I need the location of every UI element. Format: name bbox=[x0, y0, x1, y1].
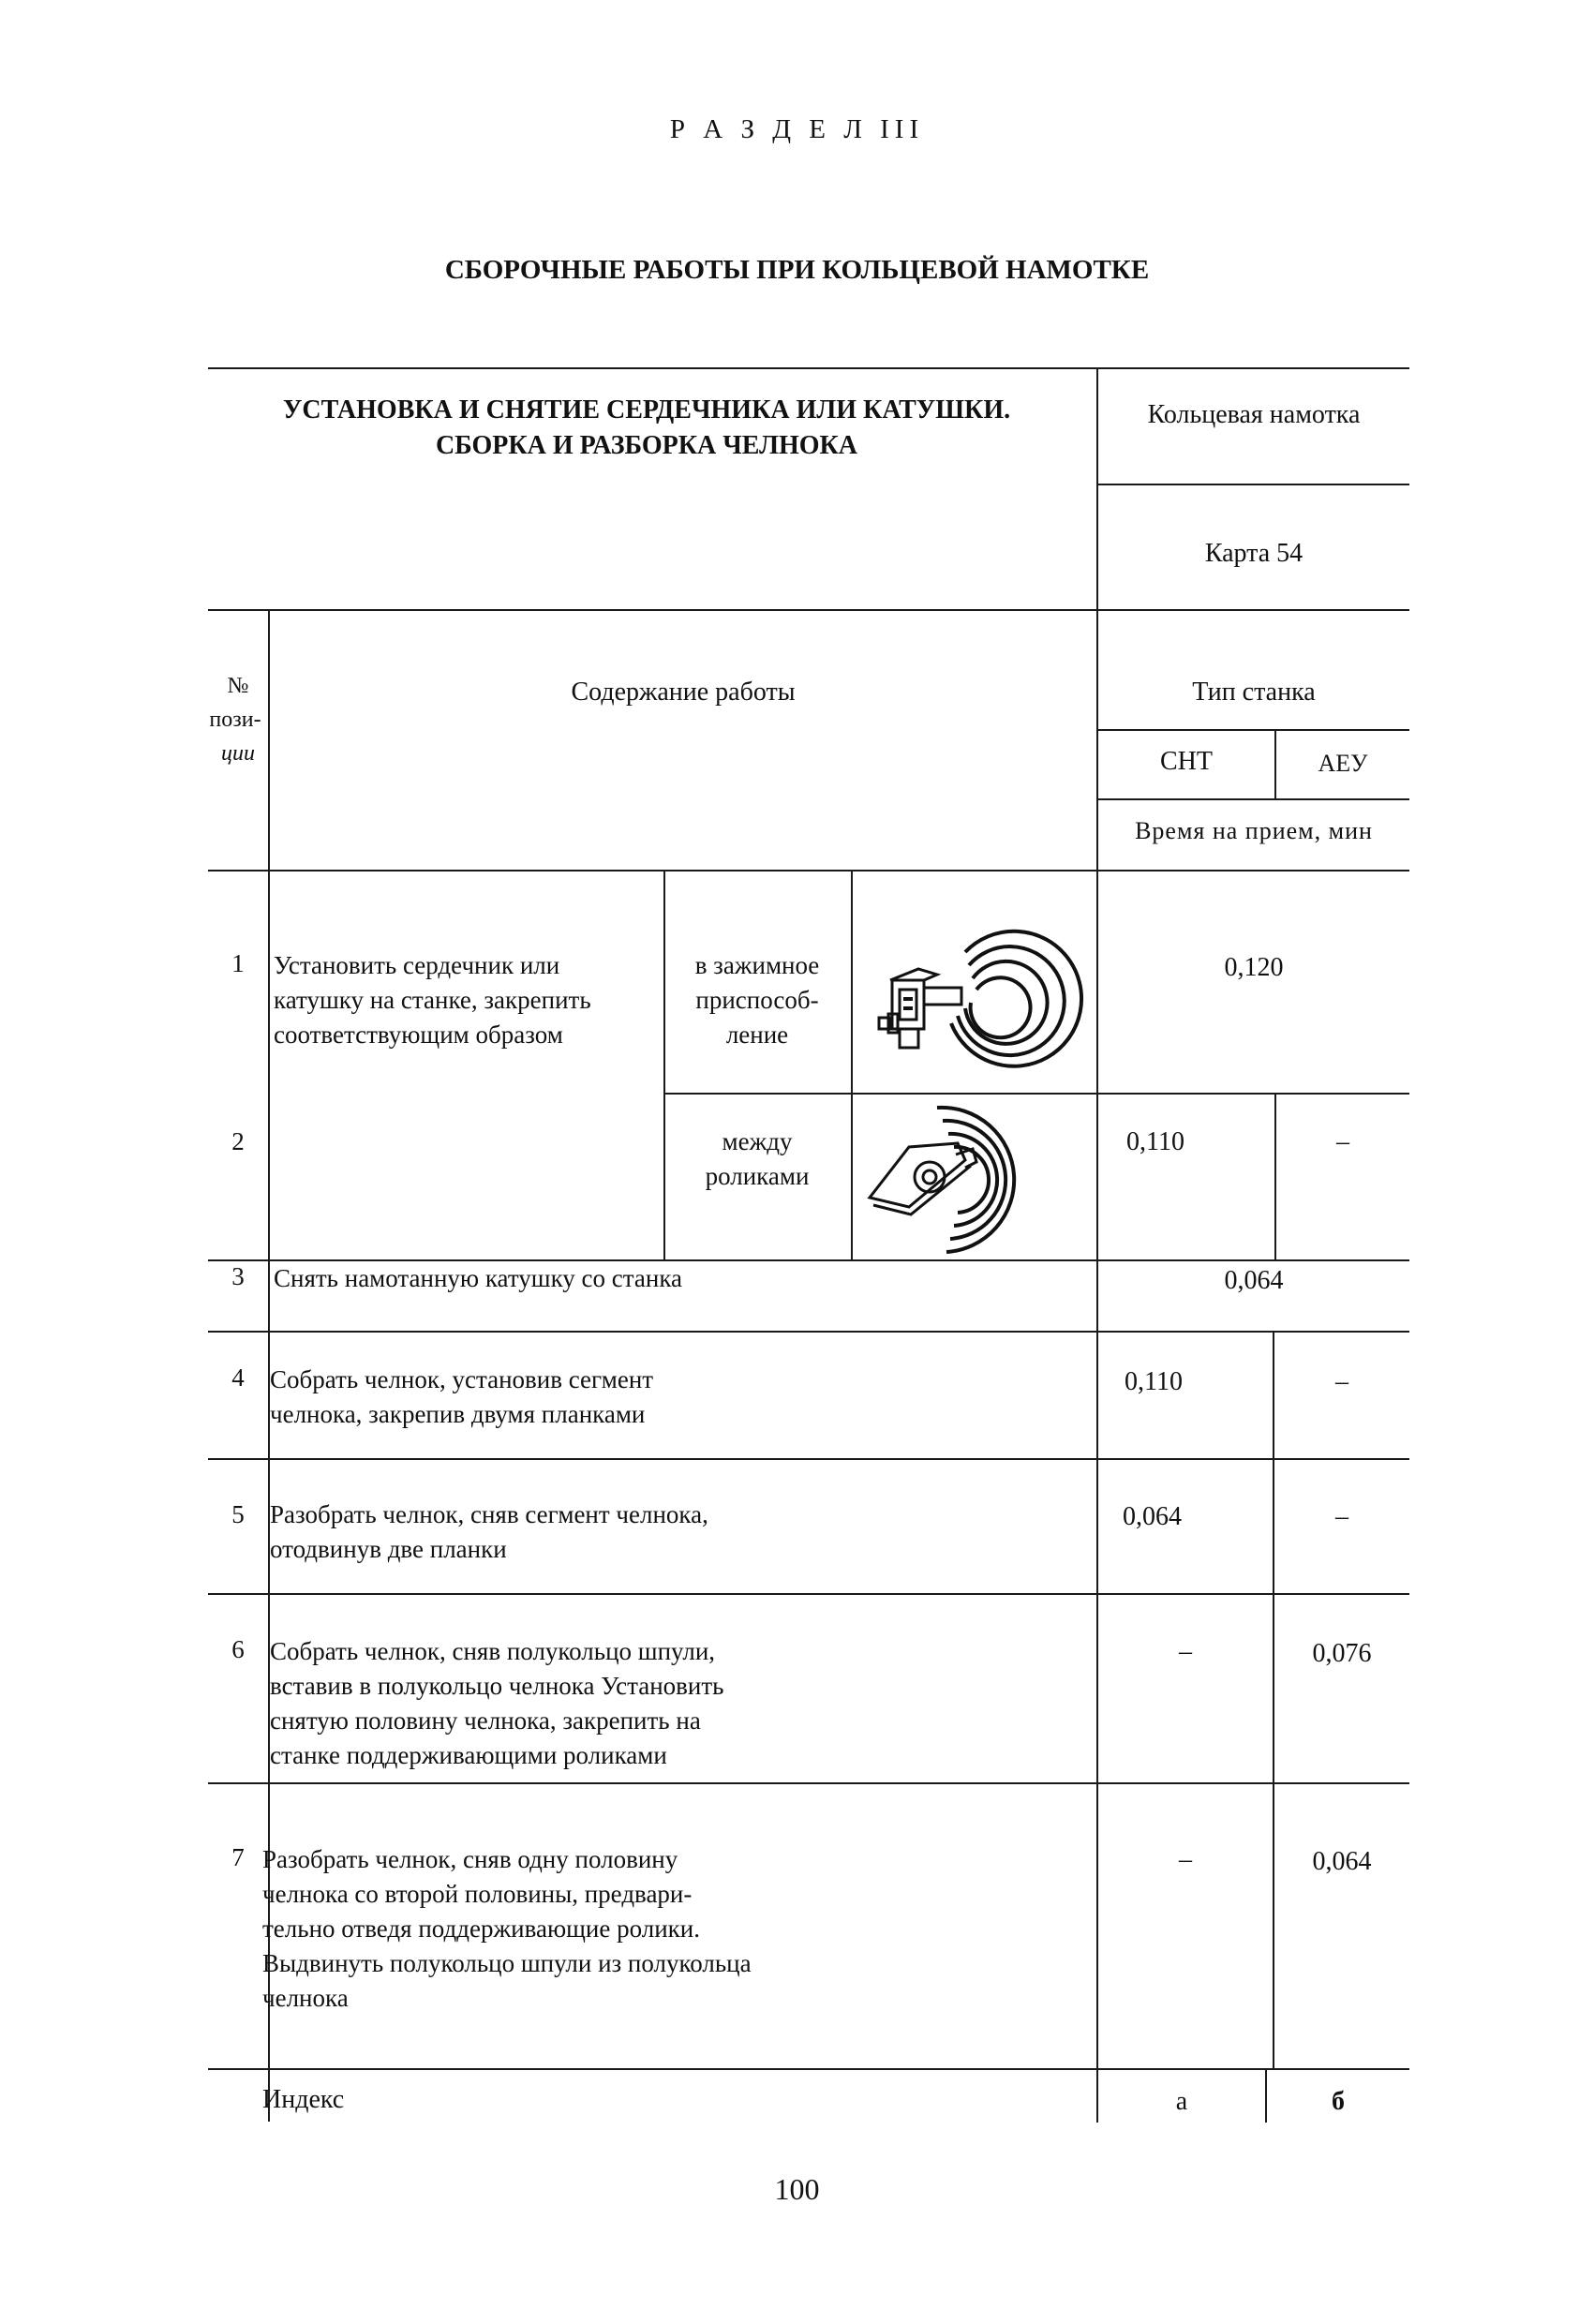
row2-num: 2 bbox=[231, 1127, 245, 1155]
row4-num: 4 bbox=[231, 1363, 245, 1392]
card-title-line1: УСТАНОВКА И СНЯТИЕ СЕРДЕЧНИКА ИЛИ КАТУШКИ. bbox=[282, 395, 1011, 425]
col-machine-b: АЕУ bbox=[1318, 750, 1368, 777]
col-time: Время на прием, мин bbox=[1135, 817, 1373, 844]
clamp-fixture-icon bbox=[862, 918, 1087, 1087]
row5-num: 5 bbox=[231, 1500, 245, 1528]
row2-sub-l2: роликами bbox=[705, 1162, 810, 1190]
row7-text-l5: челнока bbox=[262, 1984, 349, 2012]
row7-text-l4: Выдвинуть полукольцо шпули из полукольца bbox=[262, 1949, 752, 1977]
row7-time-a: – bbox=[1179, 1845, 1192, 1874]
row4-text-l1: Собрать челнок, установив сегмент bbox=[270, 1365, 654, 1393]
row6-time-b: 0,076 bbox=[1312, 1639, 1372, 1668]
col-position-line2: пози- bbox=[209, 708, 261, 732]
section-heading: Р А З Д Е Л III bbox=[669, 114, 925, 144]
row1-time: 0,120 bbox=[1224, 953, 1284, 982]
row2-sub-l1: между bbox=[722, 1127, 793, 1155]
row1-sub-l3: ление bbox=[725, 1020, 789, 1049]
row6-time-a: – bbox=[1179, 1637, 1192, 1666]
row6-num: 6 bbox=[231, 1635, 245, 1663]
row4-time-a: 0,110 bbox=[1125, 1367, 1183, 1396]
row7-text-l2: челнока со второй половины, предвари- bbox=[262, 1880, 693, 1908]
row7-time-b: 0,064 bbox=[1312, 1847, 1372, 1876]
col-position-line3: ции bbox=[221, 741, 255, 766]
row1-text-l1: Установить сердечник или bbox=[274, 951, 560, 979]
row5-text-l2: отодвинув две планки bbox=[270, 1535, 507, 1563]
col-content: Содержание работы bbox=[571, 678, 796, 707]
row2-time-b: – bbox=[1336, 1127, 1349, 1156]
row7-text-l3: тельно отведя поддерживающие ролики. bbox=[262, 1914, 700, 1943]
index-b: б bbox=[1332, 2087, 1345, 2116]
row4-time-b: – bbox=[1335, 1367, 1348, 1396]
page-number: 100 bbox=[774, 2172, 820, 2206]
row7-num: 7 bbox=[231, 1843, 245, 1871]
row1-text-l3: соответствующим образом bbox=[274, 1020, 563, 1049]
row5-time-b: – bbox=[1335, 1502, 1348, 1531]
winding-type: Кольцевая намотка bbox=[1147, 400, 1361, 429]
row7-text-l1: Разобрать челнок, сняв одну половину bbox=[262, 1845, 678, 1873]
roller-fixture-icon bbox=[853, 1095, 1087, 1261]
row1-sub-l1: в зажимное bbox=[694, 951, 820, 979]
row6-text-l3: снятую половину челнока, закрепить на bbox=[270, 1706, 701, 1735]
col-machine-type: Тип станка bbox=[1192, 678, 1316, 707]
page-title: СБОРОЧНЫЕ РАБОТЫ ПРИ КОЛЬЦЕВОЙ НАМОТКЕ bbox=[444, 255, 1150, 285]
index-label: Индекс bbox=[262, 2085, 345, 2114]
row1-sub-l2: приспособ- bbox=[695, 986, 819, 1014]
row1-text-l2: катушку на станке, закрепить bbox=[274, 986, 591, 1014]
row3-num: 3 bbox=[231, 1262, 245, 1290]
row1-num: 1 bbox=[231, 949, 245, 977]
col-machine-a: СНТ bbox=[1160, 747, 1213, 776]
row6-text-l1: Собрать челнок, сняв полукольцо шпули, bbox=[270, 1637, 716, 1665]
row4-text-l2: челнока, закрепив двумя планками bbox=[270, 1400, 646, 1428]
row6-text-l4: станке поддерживающими роликами bbox=[270, 1741, 667, 1769]
row3-text-l1: Снять намотанную катушку со станка bbox=[274, 1264, 683, 1292]
row3-time: 0,064 bbox=[1224, 1266, 1284, 1295]
row5-time-a: 0,064 bbox=[1123, 1502, 1182, 1531]
card-number: Карта 54 bbox=[1204, 539, 1304, 568]
row5-text-l1: Разобрать челнок, сняв сегмент челнока, bbox=[270, 1500, 708, 1528]
col-position-line1: № bbox=[227, 674, 249, 698]
card-title-line2: СБОРКА И РАЗБОРКА ЧЕЛНОКА bbox=[435, 431, 858, 460]
index-a: а bbox=[1175, 2087, 1188, 2116]
row2-time-a: 0,110 bbox=[1126, 1127, 1184, 1156]
row6-text-l2: вставив в полукольцо челнока Установить bbox=[270, 1672, 724, 1700]
